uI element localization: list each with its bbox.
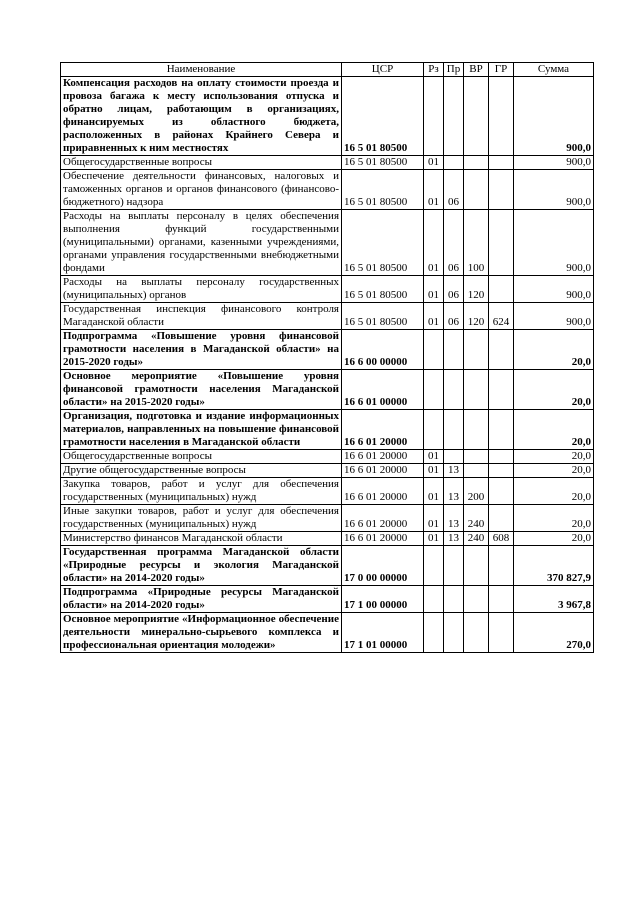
row-name-cell: Государственная программа Магаданской области «Природные ресурсы и экология Магаданской области» на 2014-2020 годы» [61, 546, 342, 586]
row-gr-cell [489, 330, 514, 370]
row-pr-cell [444, 450, 464, 464]
row-csr-cell: 16 6 01 00000 [342, 370, 424, 410]
row-vr-cell [464, 464, 489, 478]
row-vr-cell [464, 170, 489, 210]
row-pr-cell: 06 [444, 170, 464, 210]
row-gr-cell [489, 546, 514, 586]
row-rz-cell [424, 330, 444, 370]
row-vr-cell: 120 [464, 276, 489, 303]
row-gr-cell [489, 464, 514, 478]
row-sum-cell: 370 827,9 [514, 546, 594, 586]
row-csr-cell: 16 5 01 80500 [342, 77, 424, 156]
row-csr-cell: 16 6 01 20000 [342, 464, 424, 478]
row-name-cell: Министерство финансов Магаданской области [61, 532, 342, 546]
row-pr-cell [444, 586, 464, 613]
row-pr-cell: 13 [444, 464, 464, 478]
row-csr-cell: 17 0 00 00000 [342, 546, 424, 586]
row-pr-cell [444, 330, 464, 370]
row-name-cell: Государственная инспекция финансового контроля Магаданской области [61, 303, 342, 330]
row-gr-cell [489, 77, 514, 156]
row-vr-cell [464, 450, 489, 464]
row-sum-cell: 900,0 [514, 210, 594, 276]
row-name-cell: Общегосударственные вопросы [61, 156, 342, 170]
row-vr-cell [464, 410, 489, 450]
row-name-cell: Подпрограмма «Природные ресурсы Магаданской области» на 2014-2020 годы» [61, 586, 342, 613]
row-vr-cell [464, 546, 489, 586]
row-sum-cell: 20,0 [514, 330, 594, 370]
row-vr-cell [464, 156, 489, 170]
row-name-cell: Другие общегосударственные вопросы [61, 464, 342, 478]
row-csr-cell: 16 6 00 00000 [342, 330, 424, 370]
row-name-cell: Основное мероприятие «Информационное обеспечение деятельности минерально-сырьевого комплекса и профессиональная ориентация молодежи» [61, 613, 342, 653]
row-vr-cell [464, 370, 489, 410]
table-row [61, 505, 594, 532]
header-sum: Сумма [514, 63, 594, 77]
row-gr-cell [489, 410, 514, 450]
row-name-cell: Обеспечение деятельности финансовых, налоговых и таможенных органов и органов финансового (финансово-бюджетного) надзора [61, 170, 342, 210]
header-gr: ГР [489, 63, 514, 77]
row-rz-cell [424, 613, 444, 653]
header-csr: ЦСР [342, 63, 424, 77]
row-pr-cell: 13 [444, 532, 464, 546]
row-gr-cell [489, 450, 514, 464]
row-csr-cell: 17 1 01 00000 [342, 613, 424, 653]
row-vr-cell [464, 330, 489, 370]
row-sum-cell: 900,0 [514, 276, 594, 303]
row-pr-cell: 13 [444, 478, 464, 505]
table-row [61, 156, 594, 170]
row-vr-cell [464, 613, 489, 653]
row-sum-cell: 20,0 [514, 478, 594, 505]
row-csr-cell: 16 5 01 80500 [342, 156, 424, 170]
row-sum-cell: 20,0 [514, 370, 594, 410]
row-sum-cell: 20,0 [514, 464, 594, 478]
table-row [61, 170, 594, 210]
row-pr-cell: 06 [444, 210, 464, 276]
row-name-cell: Компенсация расходов на оплату стоимости проезда и провоза багажа к месту использования отпуска и обратно лицам, работающим в организациях, финансируемых из областного бюджета, расположенных в районах Крайнего Севера и приравненных к ним местностях [61, 77, 342, 156]
row-rz-cell [424, 410, 444, 450]
row-sum-cell: 900,0 [514, 77, 594, 156]
row-rz-cell: 01 [424, 532, 444, 546]
row-vr-cell: 200 [464, 478, 489, 505]
row-pr-cell [444, 77, 464, 156]
row-sum-cell: 3 967,8 [514, 586, 594, 613]
row-vr-cell [464, 586, 489, 613]
row-rz-cell: 01 [424, 464, 444, 478]
row-pr-cell [444, 613, 464, 653]
row-csr-cell: 17 1 00 00000 [342, 586, 424, 613]
row-pr-cell [444, 156, 464, 170]
table-row [61, 613, 594, 653]
row-csr-cell: 16 5 01 80500 [342, 276, 424, 303]
row-rz-cell [424, 370, 444, 410]
row-rz-cell: 01 [424, 156, 444, 170]
row-pr-cell [444, 546, 464, 586]
table-row [61, 303, 594, 330]
row-sum-cell: 20,0 [514, 532, 594, 546]
row-name-cell: Закупка товаров, работ и услуг для обеспечения государственных (муниципальных) нужд [61, 478, 342, 505]
row-sum-cell: 900,0 [514, 303, 594, 330]
row-sum-cell: 270,0 [514, 613, 594, 653]
row-rz-cell: 01 [424, 170, 444, 210]
row-sum-cell: 20,0 [514, 505, 594, 532]
row-vr-cell: 120 [464, 303, 489, 330]
row-name-cell: Иные закупки товаров, работ и услуг для обеспечения государственных (муниципальных) нужд [61, 505, 342, 532]
header-rz: Рз [424, 63, 444, 77]
row-rz-cell [424, 546, 444, 586]
row-name-cell: Общегосударственные вопросы [61, 450, 342, 464]
row-name-cell: Подпрограмма «Повышение уровня финансовой грамотности населения в Магаданской области» на 2015-2020 годы» [61, 330, 342, 370]
row-name-cell: Расходы на выплаты персоналу в целях обеспечения выполнения функций государственными (муниципальными) органами, казенными учреждениями, органами управления государственными внебюджетными фондами [61, 210, 342, 276]
row-vr-cell: 240 [464, 532, 489, 546]
row-rz-cell: 01 [424, 450, 444, 464]
row-gr-cell [489, 613, 514, 653]
row-pr-cell: 13 [444, 505, 464, 532]
row-pr-cell: 06 [444, 276, 464, 303]
row-name-cell: Основное мероприятие «Повышение уровня финансовой грамотности населения Магаданской области» на 2015-2020 годы» [61, 370, 342, 410]
row-csr-cell: 16 6 01 20000 [342, 532, 424, 546]
row-gr-cell [489, 156, 514, 170]
row-csr-cell: 16 6 01 20000 [342, 450, 424, 464]
table-row [61, 464, 594, 478]
row-csr-cell: 16 5 01 80500 [342, 170, 424, 210]
row-rz-cell [424, 77, 444, 156]
row-vr-cell: 240 [464, 505, 489, 532]
row-gr-cell: 624 [489, 303, 514, 330]
header-pr: Пр [444, 63, 464, 77]
row-csr-cell: 16 5 01 80500 [342, 303, 424, 330]
row-gr-cell: 608 [489, 532, 514, 546]
row-gr-cell [489, 478, 514, 505]
table-body [61, 77, 594, 653]
row-csr-cell: 16 6 01 20000 [342, 410, 424, 450]
row-vr-cell: 100 [464, 210, 489, 276]
row-pr-cell [444, 370, 464, 410]
table-row [61, 276, 594, 303]
row-rz-cell: 01 [424, 276, 444, 303]
row-sum-cell: 20,0 [514, 450, 594, 464]
row-rz-cell: 01 [424, 505, 444, 532]
header-vr: ВР [464, 63, 489, 77]
row-rz-cell: 01 [424, 303, 444, 330]
row-name-cell: Организация, подготовка и издание информационных материалов, направленных на повышение финансовой грамотности населения в Магаданской области [61, 410, 342, 450]
row-vr-cell [464, 77, 489, 156]
budget-table [60, 62, 594, 653]
table-row [61, 77, 594, 156]
row-gr-cell [489, 210, 514, 276]
row-gr-cell [489, 170, 514, 210]
row-pr-cell [444, 410, 464, 450]
table-row [61, 478, 594, 505]
row-pr-cell: 06 [444, 303, 464, 330]
row-rz-cell [424, 586, 444, 613]
row-csr-cell: 16 5 01 80500 [342, 210, 424, 276]
row-gr-cell [489, 586, 514, 613]
row-sum-cell: 900,0 [514, 170, 594, 210]
row-rz-cell: 01 [424, 478, 444, 505]
table-row [61, 330, 594, 370]
row-sum-cell: 20,0 [514, 410, 594, 450]
table-row [61, 410, 594, 450]
header-name: Наименование [61, 63, 342, 77]
table-row [61, 210, 594, 276]
row-rz-cell: 01 [424, 210, 444, 276]
table-row [61, 586, 594, 613]
row-gr-cell [489, 370, 514, 410]
table-row [61, 450, 594, 464]
row-gr-cell [489, 276, 514, 303]
row-csr-cell: 16 6 01 20000 [342, 505, 424, 532]
row-csr-cell: 16 6 01 20000 [342, 478, 424, 505]
table-row [61, 546, 594, 586]
row-sum-cell: 900,0 [514, 156, 594, 170]
table-header-row [61, 63, 594, 77]
table-row [61, 370, 594, 410]
table-row [61, 532, 594, 546]
row-gr-cell [489, 505, 514, 532]
row-name-cell: Расходы на выплаты персоналу государственных (муниципальных) органов [61, 276, 342, 303]
